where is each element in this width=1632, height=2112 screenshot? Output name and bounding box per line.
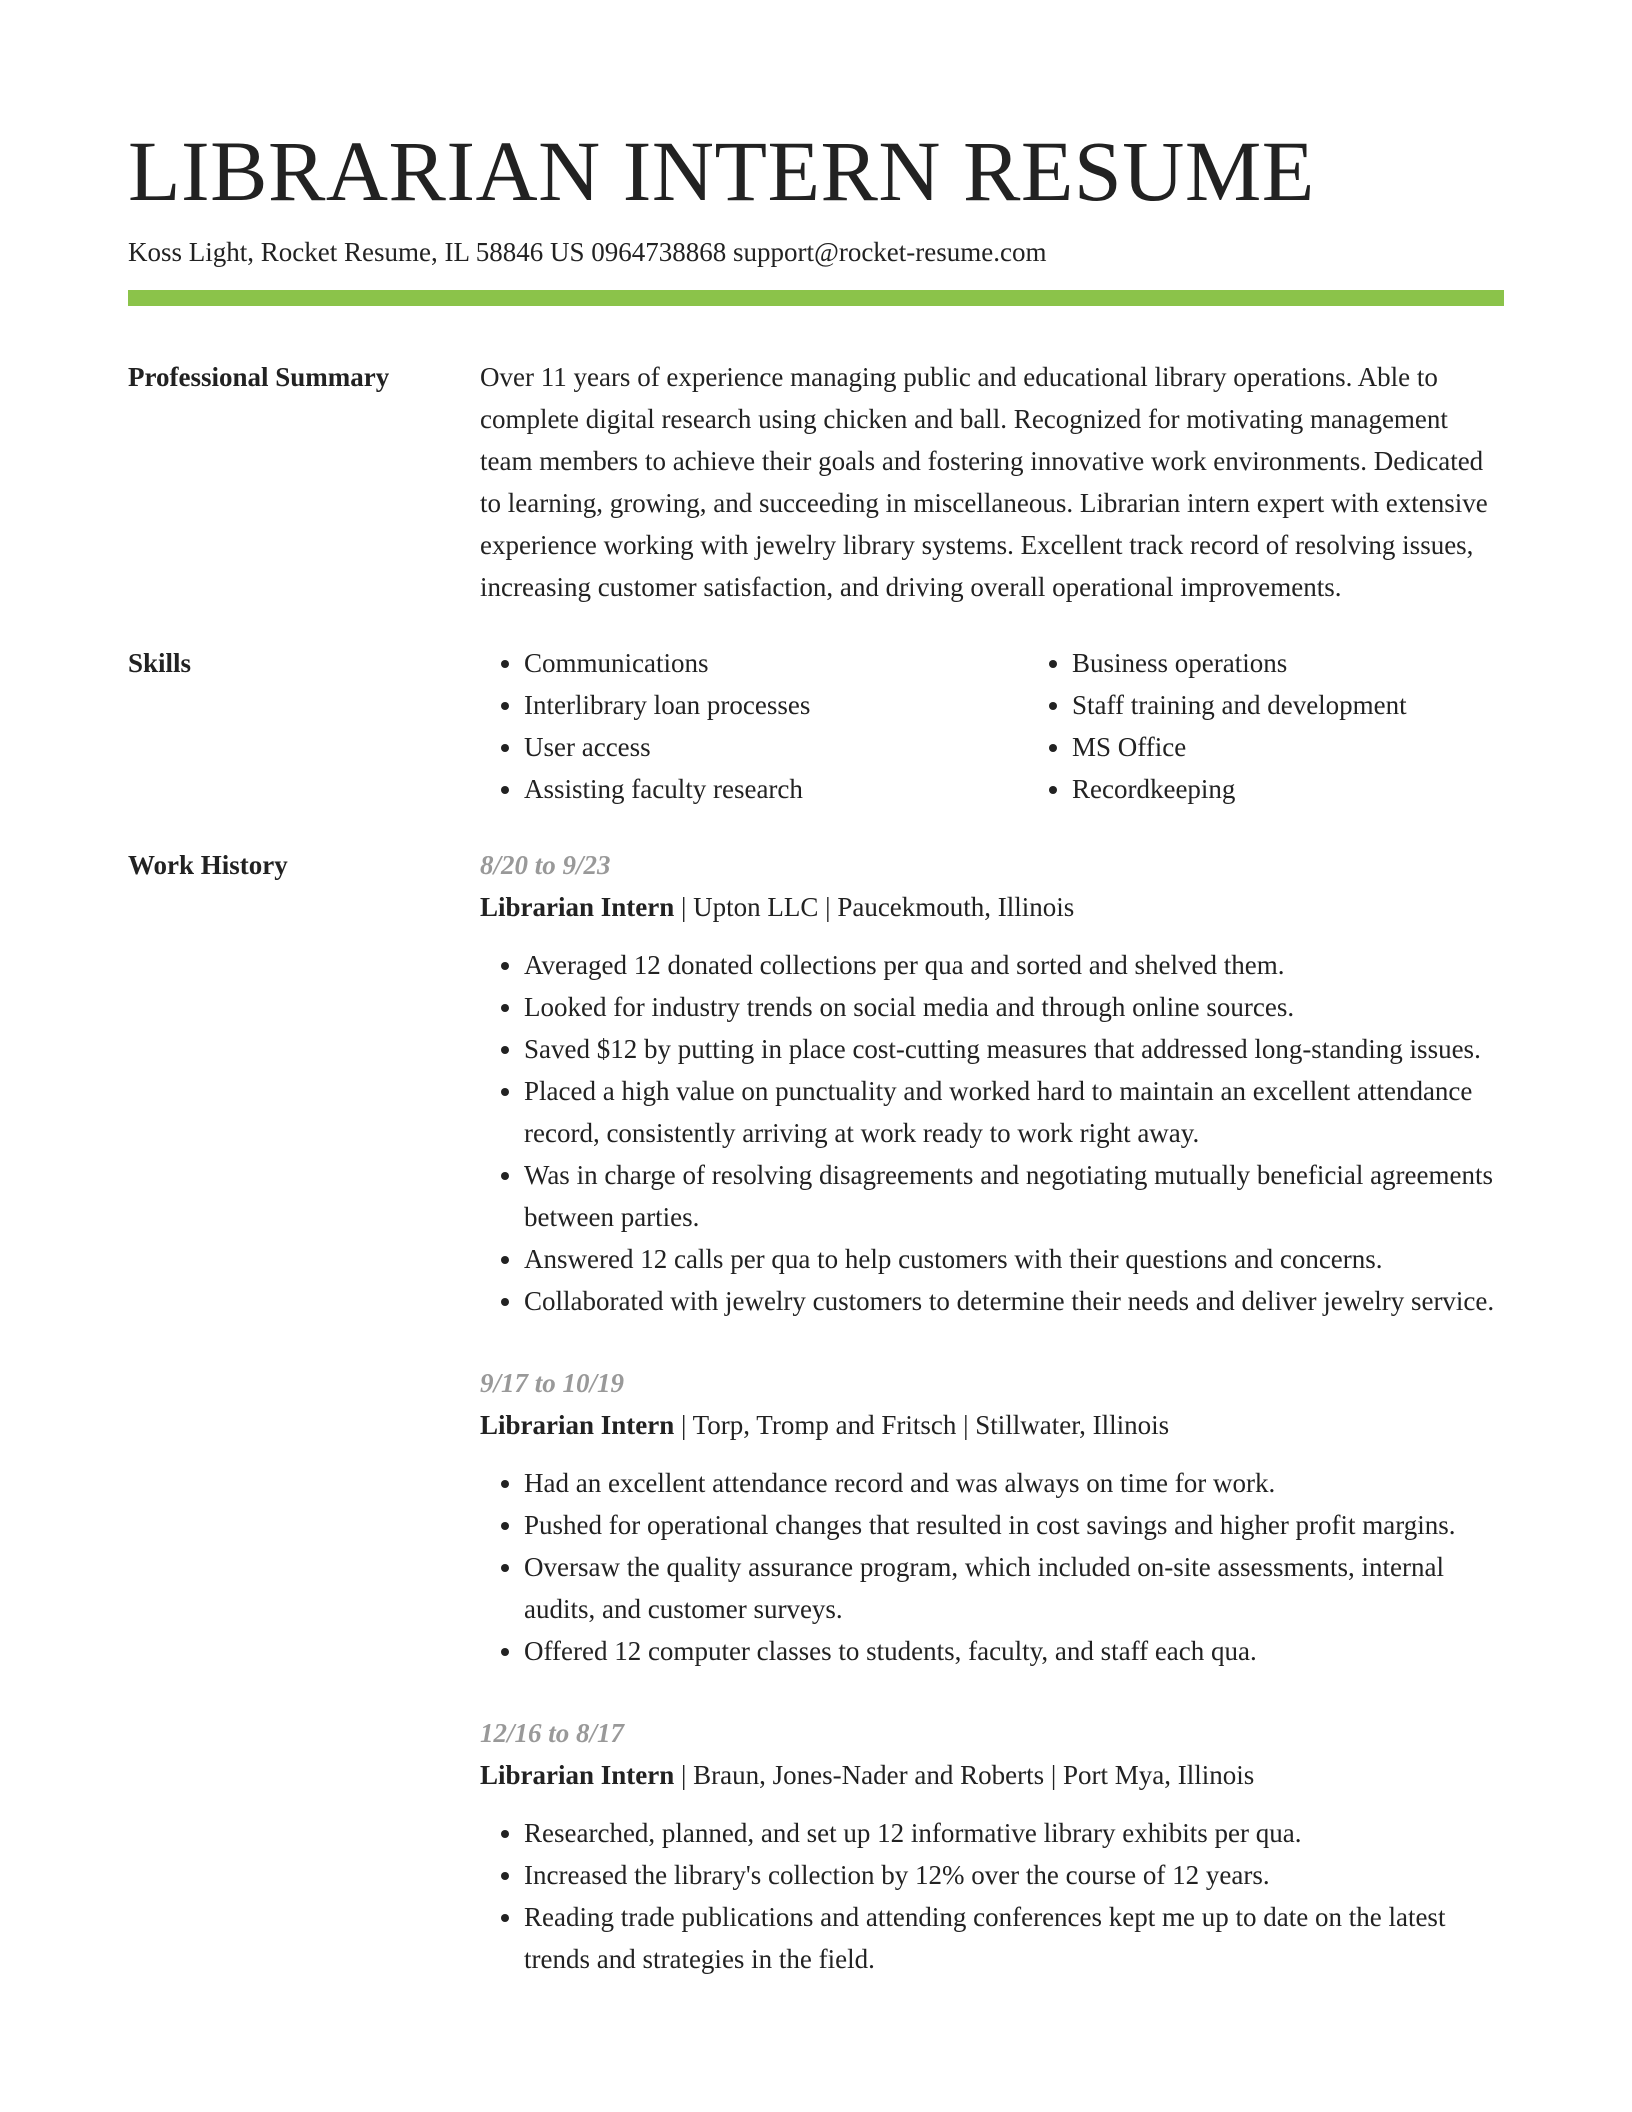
job-role: Librarian Intern [480, 892, 675, 922]
section-label-work-history: Work History [128, 850, 288, 880]
job-bullet: • Looked for industry trends on social media and through online sources. [524, 986, 1504, 1028]
skills-grid [480, 642, 1576, 810]
job-role: Librarian Intern [480, 1760, 675, 1790]
summary-content [480, 356, 1504, 608]
skills-section [128, 642, 1504, 810]
job-dates: 8/20 to 9/23 [480, 850, 611, 880]
job-entry [480, 1712, 1504, 1980]
job-title-line [480, 1404, 1504, 1446]
job-bullet: • Answered 12 calls per qua to help customers with their questions and concerns. [524, 1238, 1504, 1280]
skill-item: • MS Office [1072, 726, 1576, 768]
skills-list-left [480, 642, 1028, 810]
job-company-location: | Upton LLC | Paucekmouth, Illinois [674, 892, 1075, 922]
skill-item: • User access [524, 726, 1028, 768]
summary-text: Over 11 years of experience managing public and educational library operations. Able to complete digital research using chicken and ball. Recognized for motivating management team members to achieve their goals and fostering innovative work environments. Dedicated to learning, growing, and succeeding in miscellaneous. Librarian intern expert with extensive experience working with jewelry library systems. Excellent track record of resolving issues, increasing customer satisfaction, and driving overall operational improvements. [480, 362, 1488, 602]
job-dates: 12/16 to 8/17 [480, 1718, 625, 1748]
skill-item: • Staff training and development [1072, 684, 1576, 726]
skills-list-right [1028, 642, 1576, 810]
job-title-line [480, 886, 1504, 928]
job-title-line [480, 1754, 1504, 1796]
job-bullet: • Researched, planned, and set up 12 informative library exhibits per qua. [524, 1812, 1504, 1854]
job-bullet: • Placed a high value on punctuality and worked hard to maintain an excellent attendance record, consistently arriving at work ready to work right away. [524, 1070, 1504, 1154]
job-dates: 9/17 to 10/19 [480, 1368, 625, 1398]
skill-item: • Business operations [1072, 642, 1576, 684]
job-bullet: • Oversaw the quality assurance program, which included on-site assessments, internal audits, and customer surveys. [524, 1546, 1504, 1630]
header-accent-rule [128, 290, 1504, 306]
work-history-section [128, 844, 1504, 2020]
contact-line: Koss Light, Rocket Resume, IL 58846 US 0964738868 support@rocket-resume.com [128, 237, 1047, 267]
job-bullets [480, 1812, 1504, 1980]
job-bullet: • Was in charge of resolving disagreements and negotiating mutually beneficial agreements between parties. [524, 1154, 1504, 1238]
skill-item: • Recordkeeping [1072, 768, 1576, 810]
job-bullet: • Averaged 12 donated collections per qua and sorted and shelved them. [524, 944, 1504, 986]
job-company-location: | Torp, Tromp and Fritsch | Stillwater, Illinois [674, 1410, 1170, 1440]
job-company-location: | Braun, Jones-Nader and Roberts | Port Mya, Illinois [674, 1760, 1255, 1790]
job-bullet: • Increased the library's collection by 12% over the course of 12 years. [524, 1854, 1504, 1896]
skill-item: • Communications [524, 642, 1028, 684]
job-bullet: • Had an excellent attendance record and was always on time for work. [524, 1462, 1504, 1504]
job-bullets [480, 944, 1504, 1322]
skill-item: • Interlibrary loan processes [524, 684, 1028, 726]
job-bullet: • Collaborated with jewelry customers to determine their needs and deliver jewelry service. [524, 1280, 1504, 1322]
job-bullet: • Pushed for operational changes that resulted in cost savings and higher profit margins. [524, 1504, 1504, 1546]
summary-section [128, 356, 1504, 608]
work-history-content [480, 844, 1504, 2020]
skill-item: • Assisting faculty research [524, 768, 1028, 810]
job-bullet: • Reading trade publications and attending conferences kept me up to date on the latest trends and strategies in the field. [524, 1896, 1504, 1980]
job-entry [480, 1362, 1504, 1672]
job-bullets [480, 1462, 1504, 1672]
job-bullet: • Saved $12 by putting in place cost-cutting measures that addressed long-standing issues. [524, 1028, 1504, 1070]
job-entry [480, 844, 1504, 1322]
section-label-skills: Skills [128, 648, 192, 678]
resume-title: LIBRARIAN INTERN RESUME [128, 123, 1315, 219]
job-role: Librarian Intern [480, 1410, 675, 1440]
job-bullet: • Offered 12 computer classes to students, faculty, and staff each qua. [524, 1630, 1504, 1672]
skills-content [480, 642, 1576, 810]
section-label-summary: Professional Summary [128, 362, 390, 392]
